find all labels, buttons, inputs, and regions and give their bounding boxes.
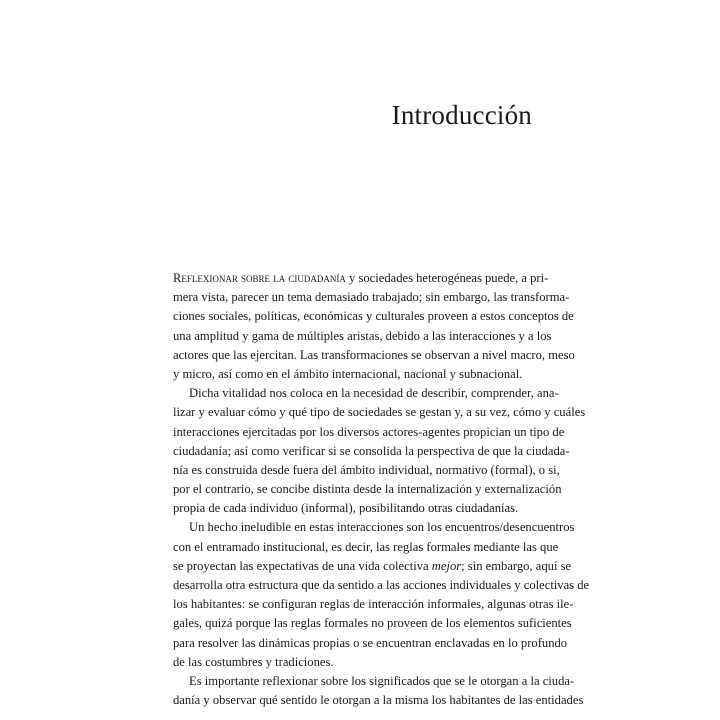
body-text	[173, 269, 590, 710]
text-line: mera vista, parecer un tema demasiado trabajado; sin embargo, las transforma-	[173, 290, 570, 305]
line-text: y sociedades heterogéneas puede, a pri-	[345, 271, 549, 285]
text-line: para resolver las dinámicas propias o se encuentran enclavadas en lo profundo	[173, 635, 568, 650]
text-line: lizar y evaluar cómo y qué tipo de sociedades se gestan y, a su vez, cómo y cuáles	[173, 405, 586, 420]
text-line: una amplitud y gama de múltiples aristas, debido a las interacciones y a los	[173, 328, 552, 343]
text-line: se proyectan las expectativas de una vida colectiva mejor; sin embargo, aquí se	[173, 558, 572, 573]
text-line: desarrolla otra estructura que da sentido a las acciones individuales y colectivas de	[173, 578, 590, 592]
text-line: gales, quizá porque las reglas formales no proveen de los elementos suficientes	[173, 616, 572, 631]
text-line: interacciones ejercitadas por los diversos actores-agentes propician un tipo de	[173, 424, 565, 439]
text-line: actores que las ejercitan. Las transformaciones se observan a nivel macro, meso	[173, 347, 575, 362]
text-line: ciudadanía; así como verificar si se consolida la perspectiva de que la ciudada-	[173, 443, 570, 458]
text-line: Dicha vitalidad nos coloca en la necesidad de describir, comprender, ana-	[189, 386, 559, 401]
text-line: nía es construida desde fuera del ámbito individual, normativo (formal), o si,	[173, 462, 560, 477]
emphasis-text: mejor	[431, 558, 462, 573]
text-line: ciones sociales, políticas, económicas y culturales proveen a estos conceptos de	[173, 309, 574, 324]
chapter-title: Introducción	[391, 100, 532, 130]
text-line: los habitantes: se configuran reglas de interacción informales, algunas otras ile-	[173, 597, 574, 612]
text-line: con el entramado institucional, es decir, las reglas formales mediante las que	[173, 539, 559, 554]
text-line: de las costumbres y tradiciones.	[173, 654, 334, 669]
text-line: por el contrario, se concibe distinta desde la internalización y externalización	[173, 482, 562, 497]
text-line: y micro, así como en el ámbito internacional, nacional y subnacional.	[173, 366, 523, 381]
text-line	[173, 269, 549, 288]
text-line: propia de cada individuo (informal), posibilitando otras ciudadanías.	[173, 501, 519, 516]
text-line: danía y observar qué sentido le otorgan a la misma los habitantes de las entidades	[173, 693, 584, 708]
text-line: Un hecho ineludible en estas interacciones son los encuentros/desencuentros	[189, 520, 575, 535]
text-line: Es importante reflexionar sobre los significados que se le otorgan a la ciuda-	[189, 673, 575, 688]
opening-smallcaps: Reflexionar sobre la ciudadanía	[173, 271, 346, 285]
